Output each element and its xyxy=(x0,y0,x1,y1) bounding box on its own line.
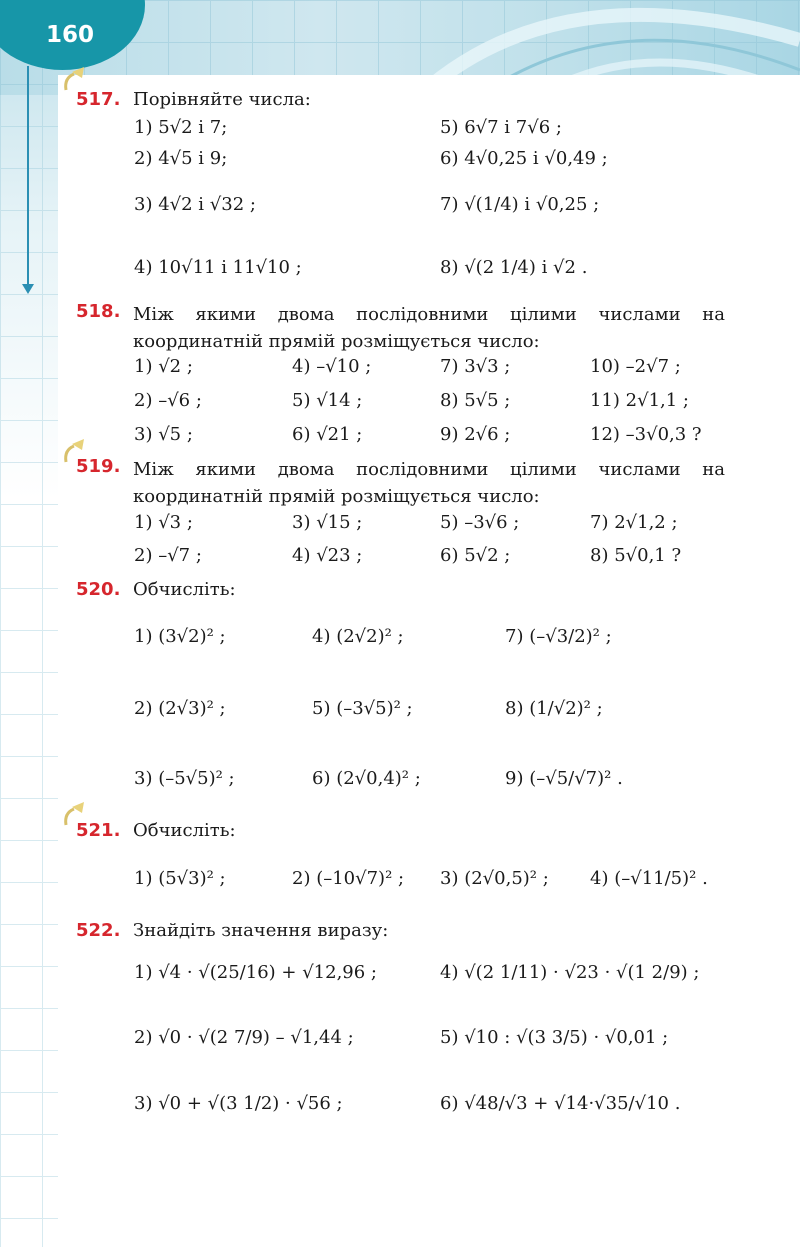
exercise-item: 8) √(2 1/4) і √2 . xyxy=(440,257,588,278)
exercise-item: 8) (1/√2)² ; xyxy=(505,698,603,719)
exercise-item: 7) √(1/4) і √0,25 ; xyxy=(440,194,600,215)
exercise-item: 7) (–√3/2)² ; xyxy=(505,626,612,647)
exercise-item: 6) √21 ; xyxy=(292,424,363,445)
exercise-number: 517. xyxy=(76,89,121,110)
exercise-item: 1) √2 ; xyxy=(134,356,193,377)
exercise-title: Порівняйте числа: xyxy=(133,89,311,110)
exercise-item: 3) √0 + √(3 1/2) · √56 ; xyxy=(134,1093,343,1114)
exercise-title: Між якими двома послідовними цілими числами на координатній прямій розміщується число: xyxy=(133,304,725,352)
exercise-item: 6) 4√0,25 і √0,49 ; xyxy=(440,148,608,169)
exercise-item: 5) √10 : √(3 3/5) · √0,01 ; xyxy=(440,1027,669,1048)
exercise-item: 8) 5√5 ; xyxy=(440,390,511,411)
exercise-item: 12) –3√0,3 ? xyxy=(590,424,702,445)
exercise-number: 521. xyxy=(76,820,121,841)
exercise-item: 1) 5√2 і 7; xyxy=(134,117,228,138)
exercise-item: 4) (2√2)² ; xyxy=(312,626,404,647)
exercise-item: 2) –√7 ; xyxy=(134,545,202,566)
exercise-item: 3) √15 ; xyxy=(292,512,363,533)
exercise-number: 520. xyxy=(76,579,121,600)
exercise-item: 1) √3 ; xyxy=(134,512,193,533)
margin-arrow-head xyxy=(22,284,34,294)
exercise-number: 519. xyxy=(76,456,121,477)
exercise-item: 4) –√10 ; xyxy=(292,356,372,377)
exercise-item: 9) (–√5/√7)² . xyxy=(505,768,623,789)
exercise-item: 10) –2√7 ; xyxy=(590,356,681,377)
lamp-icon xyxy=(62,64,88,92)
exercise-title: Між якими двома послідовними цілими числами на координатній прямій розміщується число: xyxy=(133,459,725,507)
exercise-item: 2) –√6 ; xyxy=(134,390,202,411)
exercise-item: 6) 5√2 ; xyxy=(440,545,511,566)
exercise-item: 3) √5 ; xyxy=(134,424,193,445)
exercise-item: 1) (5√3)² ; xyxy=(134,868,226,889)
exercise-item: 3) 4√2 і √32 ; xyxy=(134,194,256,215)
exercise-item: 4) (–√11/5)² . xyxy=(590,868,708,889)
exercise-item: 11) 2√1,1 ; xyxy=(590,390,689,411)
exercise-item: 8) 5√0,1 ? xyxy=(590,545,682,566)
exercise-item: 2) 4√5 і 9; xyxy=(134,148,228,169)
left-margin-band xyxy=(0,0,58,1247)
exercise-number: 518. xyxy=(76,301,121,322)
exercise-item: 7) 3√3 ; xyxy=(440,356,511,377)
exercise-item: 4) √23 ; xyxy=(292,545,363,566)
margin-arrow xyxy=(27,66,29,288)
exercise-item: 5) (–3√5)² ; xyxy=(312,698,413,719)
exercise-item: 4) 10√11 і 11√10 ; xyxy=(134,257,302,278)
exercise-item: 5) 6√7 і 7√6 ; xyxy=(440,117,562,138)
exercise-item: 5) –3√6 ; xyxy=(440,512,520,533)
exercise-number: 522. xyxy=(76,920,121,941)
exercise-item: 2) (–10√7)² ; xyxy=(292,868,405,889)
exercise-item: 1) (3√2)² ; xyxy=(134,626,226,647)
exercise-item: 9) 2√6 ; xyxy=(440,424,511,445)
exercise-item: 3) (–5√5)² ; xyxy=(134,768,235,789)
exercise-item: 7) 2√1,2 ; xyxy=(590,512,678,533)
exercise-item: 4) √(2 1/11) · √23 · √(1 2/9) ; xyxy=(440,962,700,983)
exercise-item: 2) (2√3)² ; xyxy=(134,698,226,719)
exercise-item: 3) (2√0,5)² ; xyxy=(440,868,549,889)
exercise-title: Обчисліть: xyxy=(133,579,236,600)
exercise-item: 6) √48/√3 + √14·√35/√10 . xyxy=(440,1093,681,1114)
exercise-item: 1) √4 · √(25/16) + √12,96 ; xyxy=(134,962,377,983)
page-number: 160 xyxy=(46,22,95,48)
page-body xyxy=(58,75,800,1247)
exercise-item: 6) (2√0,4)² ; xyxy=(312,768,421,789)
exercise-item: 5) √14 ; xyxy=(292,390,363,411)
exercise-title: Обчисліть: xyxy=(133,820,236,841)
exercise-item: 2) √0 · √(2 7/9) – √1,44 ; xyxy=(134,1027,354,1048)
exercise-title: Знайдіть значення виразу: xyxy=(133,920,389,941)
